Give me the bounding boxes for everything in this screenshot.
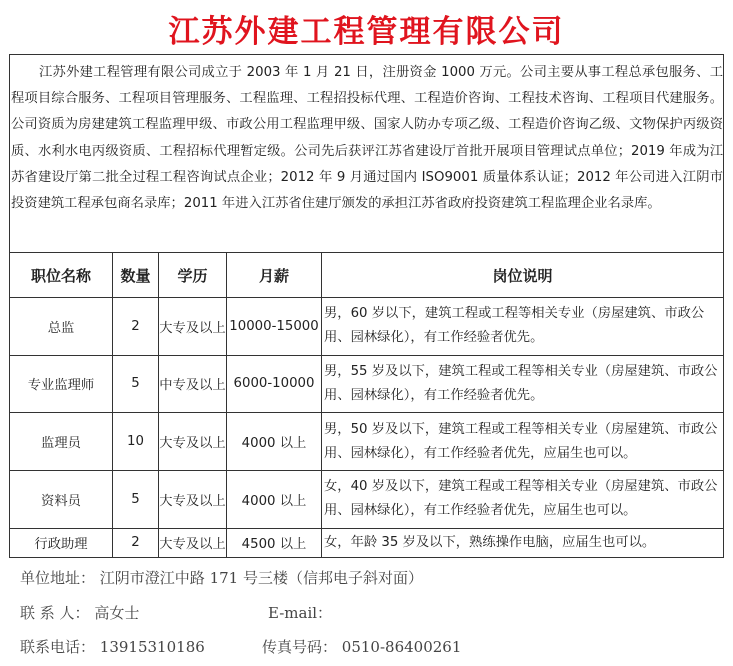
phone-value: 13915310186: [99, 638, 205, 656]
table-row: [10, 298, 724, 356]
header-count: 数量: [113, 253, 159, 298]
table-row: [10, 355, 724, 413]
fax-value: 0510-86400261: [341, 638, 462, 656]
header-salary: 月薪: [227, 253, 322, 298]
salary-cell: 4500 以上: [227, 528, 322, 557]
contact-person-value: 高女士: [94, 604, 140, 622]
education-cell: 大专及以上: [159, 528, 227, 557]
count-cell: 5: [113, 470, 159, 528]
address-label: 单位地址：: [20, 569, 96, 587]
position-cell: 专业监理师: [10, 355, 113, 413]
contact-person-label: 联 系 人：: [20, 604, 90, 622]
description-cell: 男，50 岁及以下，建筑工程或工程等相关专业（房屋建筑、市政公用、园林绿化），有工作经验者优先，应届生也可以。: [322, 413, 724, 471]
company-intro: 江苏外建工程管理有限公司成立于 2003 年 1 月 21 日，注册资金 1000 万元。公司主要从事工程总承包服务、工程项目综合服务、工程项目管理服务、工程监理、工程招投标代理、工程造价咨询、工程技术咨询、工程项目代建服务。公司资质为房建建筑工程监理甲级、市政公用工程监理甲级、国家人防办专项乙级、工程造价咨询乙级、文物保护丙级资质、水利水电丙级资质、工程招标代理暂定级。公司先后获评江苏省建设厅首批开展项目管理试点单位；2019 年成为江苏省建设厅第二批全过程工程咨询试点企业；2012 年 9 月通过国内 ISO9001 质量体系认证；2012 年公司进入江阴市投资建筑工程承包商名录库；2011 年进入江苏省住建厅颁发的承担江苏省政府投资建筑工程监理企业名录库。: [11, 65, 723, 212]
fax-label: 传真号码：: [262, 638, 338, 656]
education-cell: 大专及以上: [159, 298, 227, 356]
contact-person-line: [20, 602, 139, 623]
count-cell: 2: [113, 298, 159, 356]
description-cell: 女，年龄 35 岁及以下，熟练操作电脑，应届生也可以。: [322, 528, 724, 557]
phone-label: 联系电话：: [20, 638, 96, 656]
table-row: [10, 528, 724, 557]
email-line: [268, 602, 332, 623]
address-line: [20, 567, 423, 588]
header-education: 学历: [159, 253, 227, 298]
description-cell: 男，55 岁及以下，建筑工程或工程等相关专业（房屋建筑、市政公用、园林绿化），有工作经验者优先。: [322, 355, 724, 413]
position-cell: 总监: [10, 298, 113, 356]
email-label: E-mail：: [268, 604, 333, 622]
fax-line: [262, 636, 461, 657]
count-cell: 2: [113, 528, 159, 557]
salary-cell: 4000 以上: [227, 470, 322, 528]
phone-line: [20, 636, 205, 657]
table-row: [10, 413, 724, 471]
job-table: [9, 252, 724, 558]
header-position: 职位名称: [10, 253, 113, 298]
company-title: 江苏外建工程管理有限公司: [168, 14, 565, 50]
description-cell: 女，40 岁及以下，建筑工程或工程等相关专业（房屋建筑、市政公用、园林绿化），有工作经验者优先，应届生也可以。: [322, 470, 724, 528]
address-value: 江阴市澄江中路 171 号三楼（信邦电子斜对面）: [99, 569, 423, 587]
count-cell: 10: [113, 413, 159, 471]
salary-cell: 10000-15000: [227, 298, 322, 356]
count-cell: 5: [113, 355, 159, 413]
description-cell: 男，60 岁以下，建筑工程或工程等相关专业（房屋建筑、市政公用、园林绿化），有工作经验者优先。: [322, 298, 724, 356]
position-cell: 资料员: [10, 470, 113, 528]
salary-cell: 6000-10000: [227, 355, 322, 413]
education-cell: 大专及以上: [159, 470, 227, 528]
position-cell: 监理员: [10, 413, 113, 471]
education-cell: 大专及以上: [159, 413, 227, 471]
salary-cell: 4000 以上: [227, 413, 322, 471]
education-cell: 中专及以上: [159, 355, 227, 413]
table-header-row: [10, 253, 724, 298]
header-description: 岗位说明: [322, 253, 724, 298]
position-cell: 行政助理: [10, 528, 113, 557]
table-row: [10, 470, 724, 528]
